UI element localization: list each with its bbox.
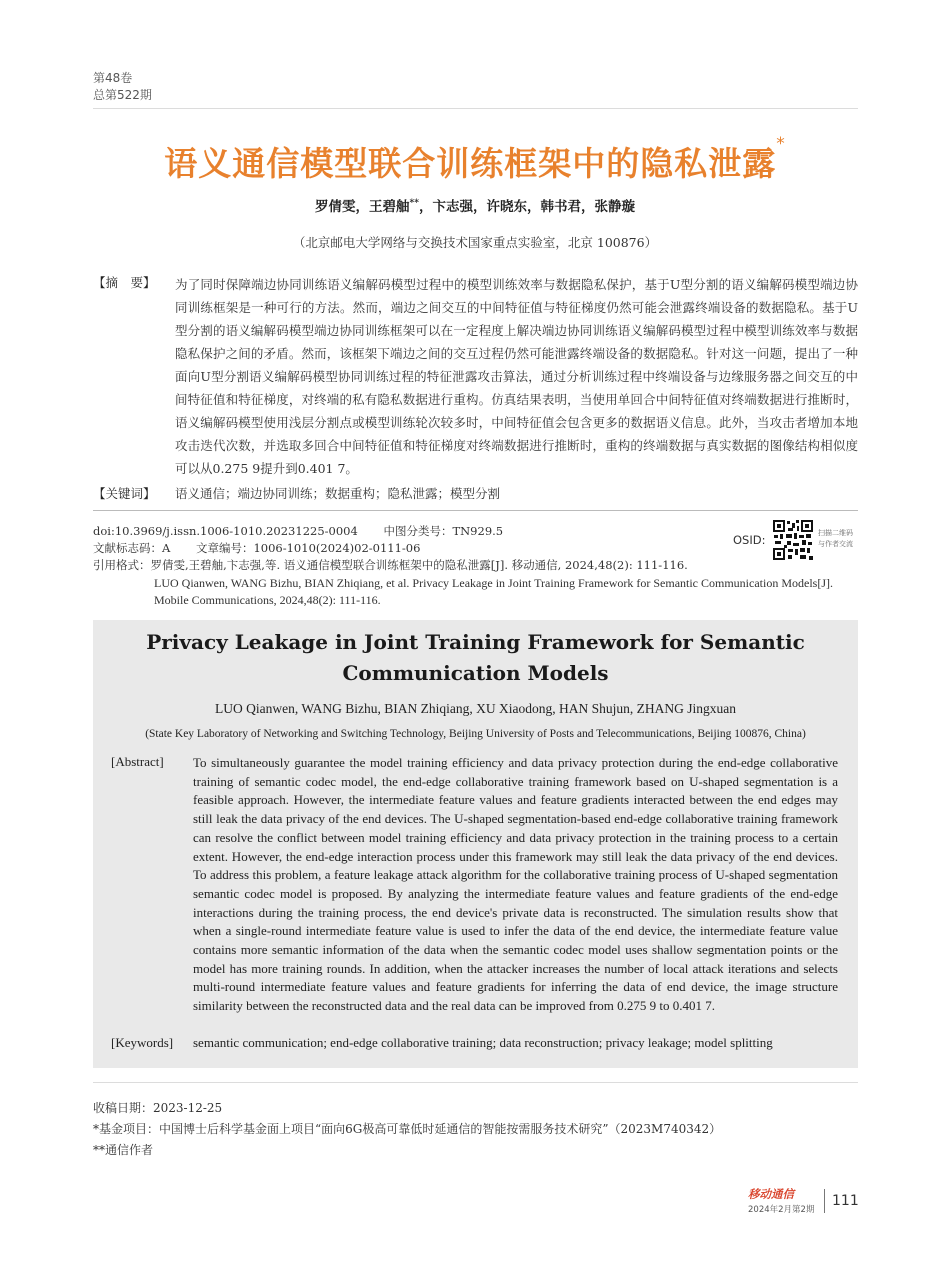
doi-line — [93, 523, 503, 539]
corresponding-author: **通信作者 — [93, 1143, 154, 1157]
english-abstract-text: To simultaneously guarantee the model training efficiency and data privacy protection during the end-edge collaborative training of semantic codec model, the end-edge collaborative training framework based on U-shaped segmentation is a feasible approach. However, the intermediate feature values and feature gradients interacted between the end edges may still leak the data privacy of the end devices. The U-shaped segmentation-based end-edge collaborative training framework can resolve the conflict between model training efficiency and data privacy protection in the training process to a certain extent. However, the end-edge interaction process under this framework may still leak the data privacy of the end devices. To address this problem, a feature leakage attack algorithm for the collaborative training process of U-shaped segmentation semantic codec model is proposed. By analyzing the intermediate feature values and feature gradients of the end-edge interactions during the training process, the end device's private data is reconstructed. The simulation results show that when a single-round intermediate feature value is used to infer the data of the end device, the intermediate feature value contains more semantic information of the data when the semantic codec model uses shallow segmentation points or the model has more training rounds. In addition, when the attacker increases the number of local attack iterations and selects multi-round intermediate feature values and feature gradients for inferring the data of end device, the image structure similarity between the reconstructed data and the real data can be improved from 0.275 9 to 0.401 7. — [193, 755, 838, 1014]
chinese-abstract-text: 为了同时保障端边协同训练语义编解码模型过程中的模型训练效率与数据隐私保护，基于U型分割的语义编解码模型端边协同训练框架是一种可行的方法。然而，端边之间交互的中间特征值与特征梯度仍然可能会泄露终端设备的数据隐私。基于U型分割的语义编解码模型端边协同训练框架可以在一定程度上解决端边协同训练语义编解码模型过程中模型训练效率与数据隐私保护之间的矛盾。然而，该框架下端边之间的交互过程仍然可能泄露终端设备的数据隐私。针对这一问题，提出了一种面向U型分割语义编解码模型协同训练过程的特征泄露攻击算法，通过分析训练过程中终端设备与边缘服务器之间交互的中间特征值和特征梯度，对终端的私有隐私数据进行重构。仿真结果表明，当使用单回合中间特征值对终端数据进行推断时，语义编解码模型使用浅层分割点或模型训练轮次较多时，中间特征值会包含更多的数据语义信息。此外，当攻击者增加本地攻击迭代次数，并选取多回合中间特征值和特征梯度对终端数据进行推断时，重构的终端数据与真实数据的图像结构相似度可以从0.275 9提升到0.401 7。 — [175, 277, 858, 476]
authors-part2: ，卞志强，许晓东，韩书君，张静璇 — [418, 199, 635, 215]
english-affiliation: (State Key Laboratory of Networking and Switching Technology, Beijing University of Posts and Telecommunications, Beijing 100876, China) — [145, 728, 806, 740]
doc-code: 文献标志码：A — [93, 541, 171, 555]
header-divider — [93, 108, 858, 109]
clc-number: 中图分类号：TN929.5 — [383, 524, 504, 538]
citation-cn-line — [93, 557, 688, 573]
qr-note — [818, 528, 853, 550]
footer-separator — [824, 1189, 825, 1213]
chinese-title-text: 语义通信模型联合训练框架中的隐私泄露 — [164, 144, 777, 183]
qr-code[interactable] — [772, 519, 814, 561]
journal-name: 移动通信 — [748, 1187, 794, 1201]
chinese-affiliation: （北京邮电大学网络与交换技术国家重点实验室，北京 100876） — [292, 235, 658, 250]
authors-part1: 罗倩雯，王碧舳 — [315, 199, 410, 215]
english-keywords-label: [Keywords] — [111, 1035, 174, 1050]
chinese-abstract-label: 【摘 要】 — [93, 275, 156, 290]
abstract-divider — [93, 510, 858, 511]
chinese-authors — [0, 195, 950, 215]
citation-label: 引用格式： — [93, 558, 151, 572]
english-title-line2: Communication Models — [342, 661, 609, 685]
total-issue: 总第522期 — [93, 88, 152, 102]
doc-code-line — [93, 540, 420, 556]
chinese-title — [0, 134, 950, 185]
citation-en-2: Mobile Communications, 2024,48(2): 111-116. — [154, 593, 381, 607]
qr-note-line1: 扫描二维码 — [818, 529, 853, 537]
english-authors: LUO Qianwen, WANG Bizhu, BIAN Zhiqiang, XU Xiaodong, HAN Shujun, ZHANG Jingxuan — [215, 701, 736, 716]
qr-note-line2: 与作者交流 — [818, 540, 853, 548]
corresponding-mark: ** — [409, 198, 419, 209]
english-title — [93, 627, 858, 689]
title-footnote-mark: * — [776, 134, 786, 154]
issue-date: 2024年2月第2期 — [748, 1205, 815, 1215]
page-number: 111 — [832, 1193, 859, 1209]
english-abstract-label: [Abstract] — [111, 754, 164, 769]
english-keywords-text: semantic communication; end-edge collaborative training; data reconstruction; privacy leakage; model splitting — [193, 1035, 773, 1050]
fund-project: *基金项目：中国博士后科学基金面上项目“面向6G极高可靠低时延通信的智能按需服务技术研究”（2023M740342） — [93, 1122, 722, 1136]
footnote-divider — [93, 1082, 858, 1083]
english-title-line1: Privacy Leakage in Joint Training Framework for Semantic — [146, 630, 805, 654]
volume-info — [93, 70, 152, 104]
footnotes — [93, 1098, 721, 1161]
osid-label: OSID: — [733, 533, 766, 547]
citation-cn: 罗倩雯,王碧舳,卞志强,等. 语义通信模型联合训练框架中的隐私泄露[J]. 移动通信, 2024,48(2): 111-116. — [150, 558, 688, 572]
received-date: 收稿日期：2023-12-25 — [93, 1101, 223, 1115]
volume-number: 第48卷 — [93, 71, 133, 85]
chinese-keywords-text: 语义通信；端边协同训练；数据重构；隐私泄露；模型分割 — [175, 486, 501, 501]
chinese-keywords-label: 【关键词】 — [93, 486, 156, 501]
doi: doi:10.3969/j.issn.1006-1010.20231225-0004 — [93, 524, 358, 538]
citation-en-1: LUO Qianwen, WANG Bizhu, BIAN Zhiqiang, et al. Privacy Leakage in Joint Training Framework for Semantic Communication Models[J]. — [154, 576, 833, 590]
article-number: 文章编号：1006-1010(2024)02-0111-06 — [195, 541, 421, 555]
qr-code-icon — [772, 519, 814, 561]
